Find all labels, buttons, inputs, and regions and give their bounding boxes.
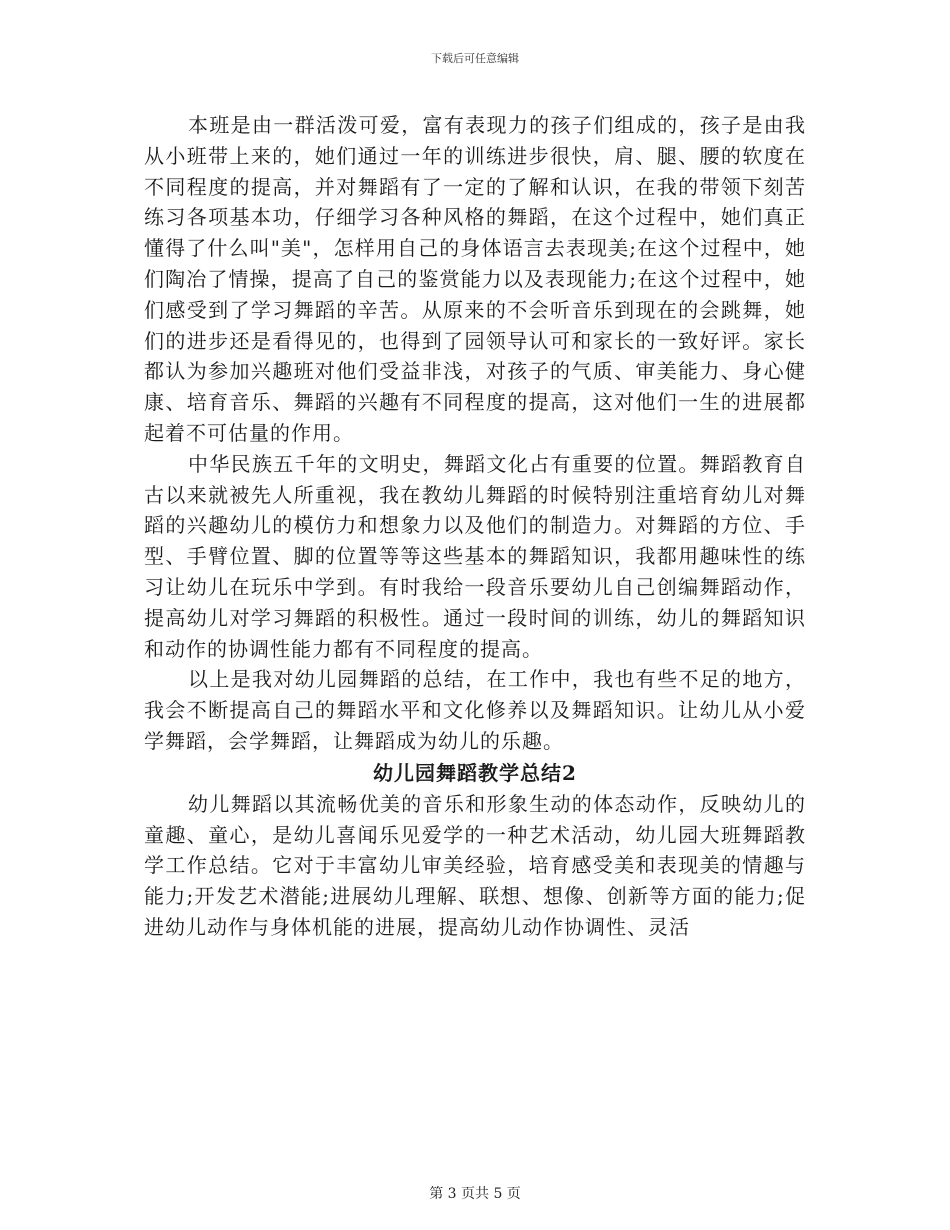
paragraph-class-summary: 本班是由一群活泼可爱，富有表现力的孩子们组成的，孩子是由我从小班带上来的，她们通过一年的训练进步很快，肩、腿、腰的软度在不同程度的提高，并对舞蹈有了一定的了解和认识，在我的带领下刻苦练习各项基本功，仔细学习各种风格的舞蹈，在这个过程中，她们真正懂得了什么叫"美"，怎样用自己的身体语言去表现美;在这个过程中，她们陶冶了情操，提高了自己的鉴赏能力以及表现能力;在这个过程中，她们感受到了学习舞蹈的辛苦。从原来的不会听音乐到现在的会跳舞，她们的进步还是看得见的，也得到了园领导认可和家长的一致好评。家长都认为参加兴趣班对他们受益非浅，对孩子的气质、审美能力、身心健康、培育音乐、舞蹈的兴趣有不同程度的提高，这对他们一生的进展都起着不可估量的作用。 [144, 113, 806, 445]
paragraph-dance-culture: 中华民族五千年的文明史，舞蹈文化占有重要的位置。舞蹈教育自古以来就被先人所重视，我在教幼儿舞蹈的时候特别注重培育幼儿对舞蹈的兴趣幼儿的模仿力和想象力以及他们的制造力。对舞蹈的方位、手型、手臂位置、脚的位置等等这些基本的舞蹈知识，我都用趣味性的练习让幼儿在玩乐中学到。有时我给一段音乐要幼儿自己创编舞蹈动作，提高幼儿对学习舞蹈的积极性。通过一段时间的训练，幼儿的舞蹈知识和动作的协调性能力都有不同程度的提高。 [144, 451, 806, 661]
page-header: 下载后可任意编辑 [431, 52, 519, 65]
section-title: 幼儿园舞蹈教学总结2 [373, 760, 577, 785]
paragraph-section-2-intro: 幼儿舞蹈以其流畅优美的音乐和形象生动的体态动作，反映幼儿的童趣、童心，是幼儿喜闻乐见爱学的一种艺术活动，幼儿园大班舞蹈教学工作总结。它对于丰富幼儿审美经验，培育感受美和表现美的情趣与能力;开发艺术潜能;进展幼儿理解、联想、想像、创新等方面的能力;促进幼儿动作与身体机能的进展，提高幼儿动作协调性、灵活 [144, 791, 806, 939]
page-footer: 第 3 页共 5 页 [429, 1186, 521, 1202]
document-body [144, 110, 806, 943]
paragraph-conclusion: 以上是我对幼儿园舞蹈的总结，在工作中，我也有些不足的地方，我会不断提高自己的舞蹈水平和文化修养以及舞蹈知识。让幼儿从小爱学舞蹈，会学舞蹈，让舞蹈成为幼儿的乐趣。 [144, 667, 806, 753]
